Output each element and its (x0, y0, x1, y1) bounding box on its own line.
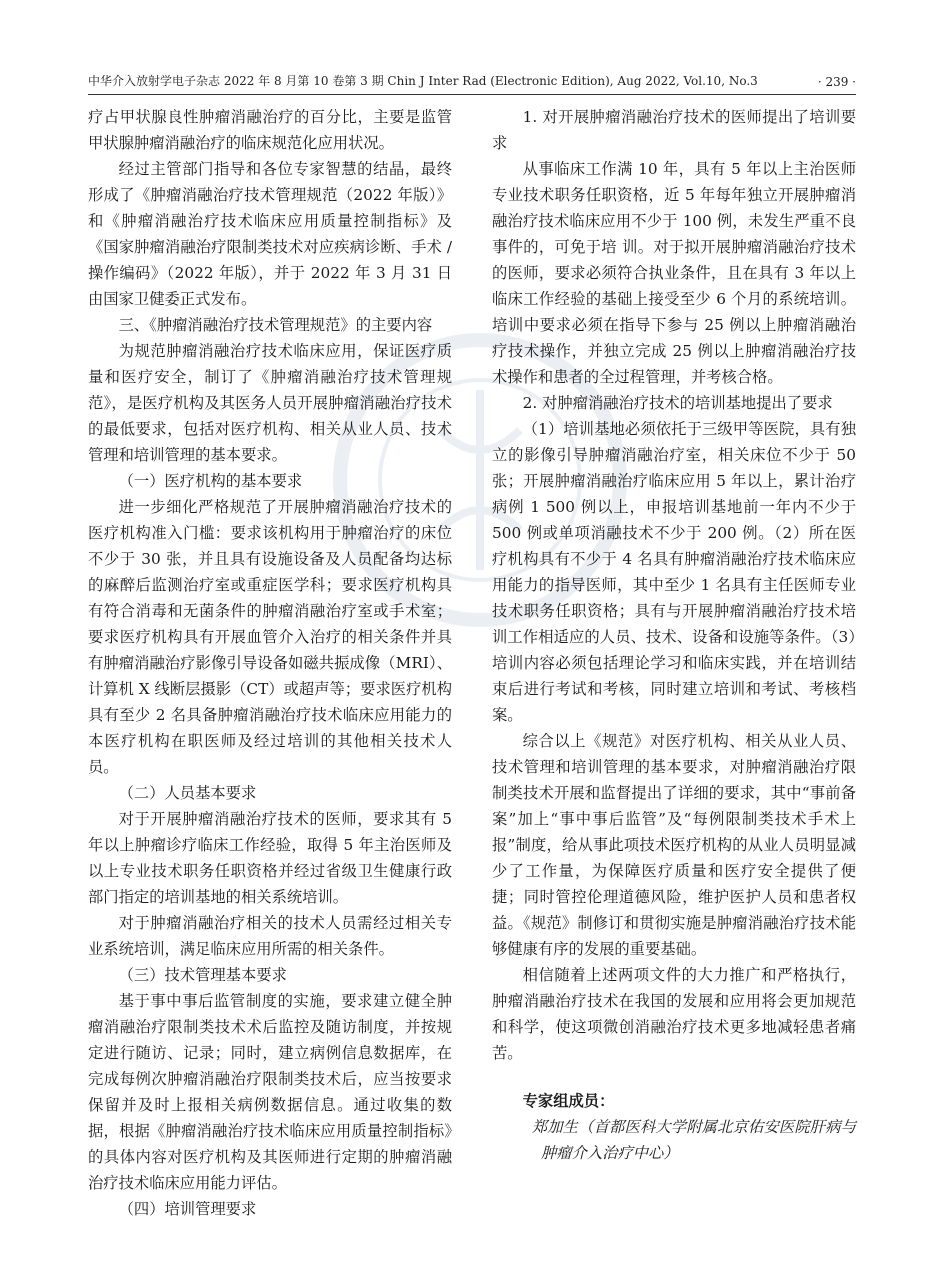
page-number: · 239 · (817, 75, 856, 89)
paragraph: 从事临床工作满 10 年，具有 5 年以上主治医师专业技术职务任职资格，近 5 年每年独立开展肿瘤消融治疗技术临床应用不少于 100 例，未发生严重不良事件的，可免于培 训。对于拟开展肿瘤消融治疗技术的医师，要求必须符合执业条件，且在具有 3 年以上临床工作经验的基础上接受至少 6 个月的系统培训。培训中要求必须在指导下参与 25 例以上肿瘤消融治疗技术操作，并独立完成 25 例以上肿瘤消融治疗技术操作和患者的全过程管理，并考核合格。 (492, 160, 856, 386)
experts-label: 专家组成员： (522, 1092, 615, 1110)
subsection-heading: （三）技术管理基本要求 (118, 966, 287, 984)
paragraph: 基于事中事后监管制度的实施，要求建立健全肿瘤消融治疗限制类技术术后监控及随访制度，并按规定进行随访、记录；同时，建立病例信息数据库，在完成每例次肿瘤消融治疗限制类技术后，应当按要求保留并及时上报相关病例数据信息。通过收集的数据，根据《肿瘤消融治疗技术临床应用质量控制指标》的具体内容对医疗机构及其医师进行定期的肿瘤消融治疗技术临床应用能力评估。 (88, 992, 452, 1192)
expert-member: 郑加生（首都医科大学附属北京佑安医院肝病与肿瘤介入治疗中心） (531, 1118, 856, 1162)
paragraph: 相信随着上述两项文件的大力推广和严格执行，肿瘤消融治疗技术在我国的发展和应用将会更加规范和科学，使这项微创消融治疗技术更多地减轻患者痛苦。 (492, 966, 856, 1062)
subsection-heading: （四）培训管理要求 (118, 1200, 257, 1218)
right-column (492, 104, 856, 1166)
section-heading: 三、《肿瘤消融治疗技术管理规范》的主要内容 (118, 316, 433, 334)
paragraph: 经过主管部门指导和各位专家智慧的结晶，最终形成了《肿瘤消融治疗技术管理规范（2022 年版）》和《肿瘤消融治疗技术临床应用质量控制指标》及《国家肿瘤消融治疗限制类技术对应疾病诊断、手术 / 操作编码》（2022 年版），并于 2022 年 3 月 31 日由国家卫健委正式发布。 (88, 160, 452, 308)
experts-section (492, 1088, 856, 1166)
subsection-heading: （一）医疗机构的基本要求 (118, 472, 303, 490)
running-header (88, 72, 856, 89)
paragraph: 进一步细化严格规范了开展肿瘤消融治疗技术的医疗机构准入门槛：要求该机构用于肿瘤治疗的床位不少于 30 张，并且具有设施设备及人员配备均达标的麻醉后监测治疗室或重症医学科；要求医疗机构具有符合消毒和无菌条件的肿瘤消融治疗室或手术室；要求医疗机构具有开展血管介入治疗的相关条件并具有肿瘤消融治疗影像引导设备如磁共振成像（MRI）、计算机 X 线断层摄影（CT）或超声等；要求医疗机构具有至少 2 名具备肿瘤消融治疗技术临床应用能力的本医疗机构在职医师及经过培训的其他相关技术人员。 (88, 498, 452, 776)
journal-citation: 中华介入放射学电子杂志 2022 年 8 月第 10 卷第 3 期 Chin J Inter Rad (Electronic Edition), Aug 2022, Vol.10, No.3 (88, 74, 758, 88)
paragraph: 综合以上《规范》对医疗机构、相关从业人员、技术管理和培训管理的基本要求，对肿瘤消融治疗限制类技术开展和监督提出了详细的要求，其中“事前备案”加上“事中事后监管”及“每例限制类技术手术上报”制度，给从事此项技术医疗机构的从业人员明显减少了工作量，为保障医疗质量和医疗安全提供了便捷；同时管控伦理道德风险，维护医护人员和患者权益。《规范》制修订和贯彻实施是肿瘤消融治疗技术能够健康有序的发展的重要基础。 (492, 732, 856, 958)
numbered-heading: 1. 对开展肿瘤消融治疗技术的医师提出了培训要求 (492, 108, 856, 152)
header-divider (88, 94, 856, 95)
paragraph: 对于肿瘤消融治疗相关的技术人员需经过相关专业系统培训，满足临床应用所需的相关条件。 (88, 914, 452, 958)
left-column (88, 104, 452, 1222)
paragraph: 对于开展肿瘤消融治疗技术的医师，要求其有 5 年以上肿瘤诊疗临床工作经验，取得 5 年主治医师及以上专业技术职务任职资格并经过省级卫生健康行政部门指定的培训基地的相关系统培训。 (88, 810, 452, 906)
subsection-heading: （二）人员基本要求 (118, 784, 257, 802)
paragraph-continuation: 疗占甲状腺良性肿瘤消融治疗的百分比，主要是监管甲状腺肿瘤消融治疗的临床规范化应用状况。 (88, 108, 452, 152)
paragraph: （1）培训基地必须依托于三级甲等医院，具有独立的影像引导肿瘤消融治疗室，相关床位不少于 50 张；开展肿瘤消融治疗临床应用 5 年以上，累计治疗病例 1 500 例以上，申报培训基地前一年内不少于 500 例或单项消融技术不少于 200 例。（2）所在医疗机构具有不少于 4 名具有肿瘤消融治疗技术临床应用能力的指导医师，其中至少 1 名具有主任医师专业技术职务任职资格；具有与开展肿瘤消融治疗技术培训工作相适应的人员、技术、设备和设施等条件。（3）培训内容必须包括理论学习和临床实践，并在培训结束后进行考试和考核，同时建立培训和考试、考核档案。 (492, 420, 856, 724)
numbered-heading: 2. 对肿瘤消融治疗技术的培训基地提出了要求 (522, 394, 833, 412)
paragraph: 为规范肿瘤消融治疗技术临床应用，保证医疗质量和医疗安全，制订了《肿瘤消融治疗技术管理规范》，是医疗机构及其医务人员开展肿瘤消融治疗技术的最低要求，包括对医疗机构、相关从业人员、技术管理和培训管理的基本要求。 (88, 342, 452, 464)
